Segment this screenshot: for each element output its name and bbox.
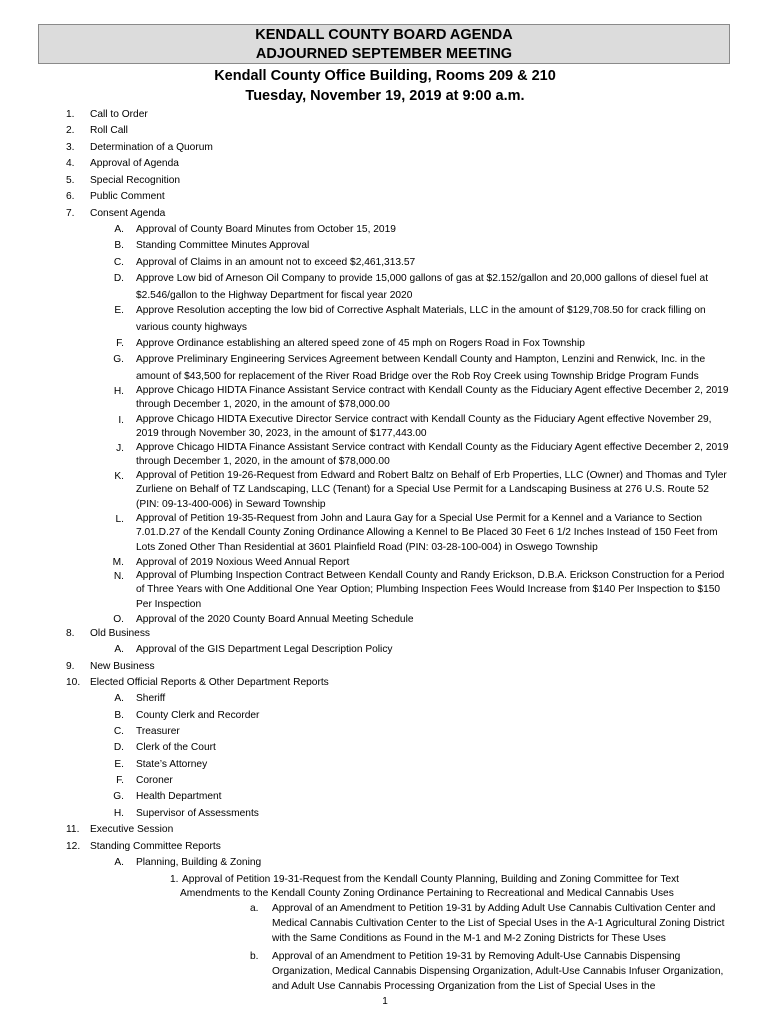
meeting-date: Tuesday, November 19, 2019 at 9:00 a.m. <box>245 88 525 104</box>
page-number: 1 <box>382 996 388 1007</box>
meeting-title: ADJOURNED SEPTEMBER MEETING <box>255 46 513 62</box>
title-box <box>38 24 730 64</box>
agenda-title: KENDALL COUNTY BOARD AGENDA <box>255 27 513 43</box>
meeting-location: Kendall County Office Building, Rooms 209 & 210 <box>214 68 556 84</box>
